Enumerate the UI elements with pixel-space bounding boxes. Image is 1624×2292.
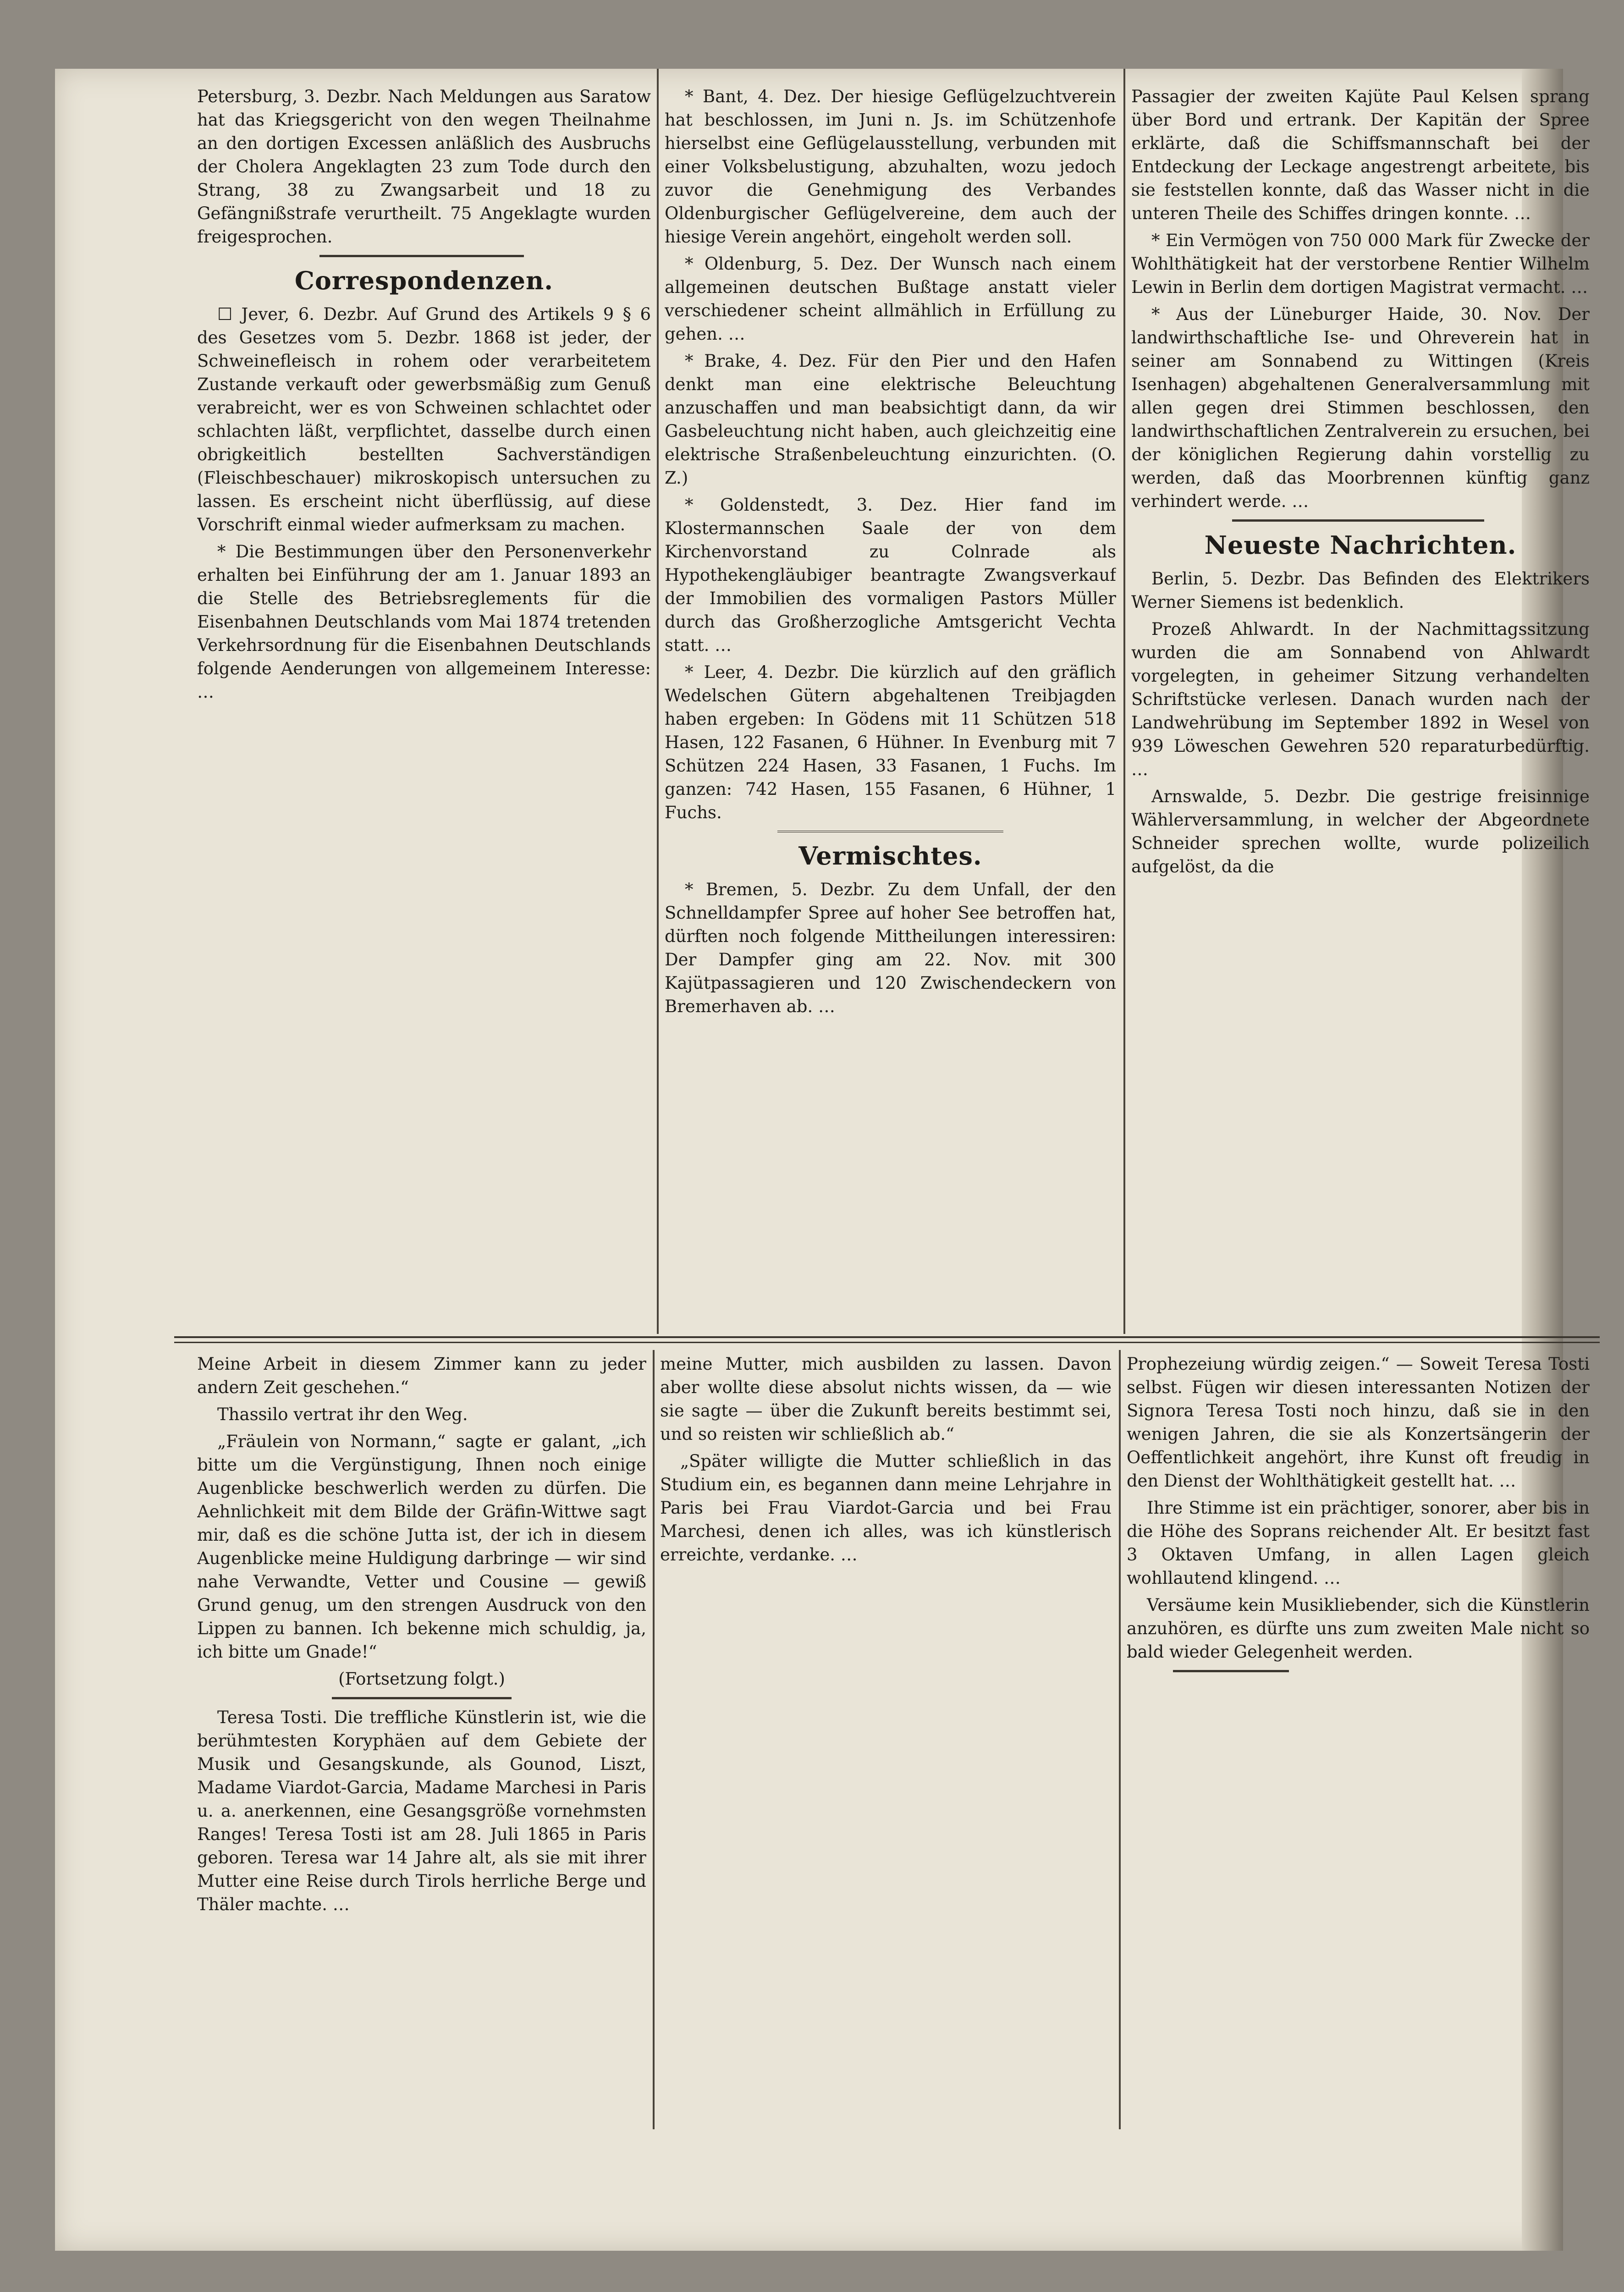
article-bremen: * Bremen, 5. Dezbr. Zu dem Unfall, der den Schnelldampfer Spree auf hoher See betroffen hat, dürften noch folgende Mittheilungen interessiren: Der Dampfer ging am 22. Nov. mit 300 Kajütpassagieren und 120 Zwischendeckern von Bremerhaven ab. … [665,880,1116,1016]
article-vermoegen: * Ein Vermögen von 750 000 Mark für Zwecke der Wohlthätigkeit hat der verstorbene Rentier Wilhelm Lewin in Berlin dem dortigen Magistrat vermacht. … [1131,231,1590,297]
divider [319,255,524,257]
article-berlin: Berlin, 5. Dezbr. Das Befinden des Elektrikers Werner Siemens ist bedenklich. [1131,569,1590,612]
column-divider [657,69,659,1334]
continuation-note: (Fortsetzung folgt.) [338,1669,505,1689]
article-arnswalde: Arnswalde, 5. Dezbr. Die gestrige freisinnige Wählerversammlung, in welcher der Abgeordnete Schneider sprechen wollte, wurde polizeilich aufgelöst, da die [1131,787,1590,876]
tosti-paragraph: „Später willigte die Mutter schließlich in das Studium ein, es begannen dann meine Lehrjahre in Paris bei Frau Viardot-Garcia und bei Frau Marchesi, denen ich alles, was ich künstlerisch erreichte, verdanke. … [660,1451,1112,1565]
feuilleton-column-1 [197,1352,646,2132]
section-heading-neueste-nachrichten: Neueste Nachrichten. [1204,530,1517,560]
top-column-3 [1131,85,1590,1322]
section-heading-correspondenzen: Correspondenzen. [294,266,554,295]
article-ahlwardt: Prozeß Ahlwardt. In der Nachmittagssitzung wurden die am Sonnabend von Ahlwardt vorgelegten, in geheimer Sitzung verhandelten Schriftstücke verlesen. Danach wurden nach der Landwehrübung im September 1892 in Wesel von 939 Löweschen Gewehren 520 reparaturbedürftig. … [1131,619,1590,779]
divider [777,831,1003,832]
top-column-1 [197,85,651,1322]
article-jever: ☐ Jever, 6. Dezbr. Auf Grund des Artikels 9 § 6 des Gesetzes vom 5. Dezbr. 1868 ist jeder, der Schweinefleisch in rohem oder verarbeitetem Zustande verkauft oder gewerbsmäßig zum Genuß verabreicht, wer es von Schweinen schlachtet oder schlachten läßt, verpflichtet, dasselbe durch einen obrigkeitlich bestellten Sachverständigen (Fleischbeschauer) mikroskopisch untersuchen zu lassen. Es erscheint nicht überflüssig, auf diese Vorschrift einmal wieder aufmerksam zu machen. [197,304,651,534]
feuilleton-separator [174,1336,1600,1343]
divider [1232,519,1484,522]
article-bestimmungen: * Die Bestimmungen über den Personenverkehr erhalten bei Einführung der am 1. Januar 1893 an die Stelle des Betriebsreglements für die Eisenbahnen Deutschlands vom Mai 1874 tretenden Verkehrsordnung für die Eisenbahnen Deutschlands folgende Aenderungen von allgemeinem Interesse: … [197,542,651,702]
story-paragraph: Thassilo vertrat ihr den Weg. [217,1405,468,1424]
article-leer: * Leer, 4. Dezbr. Die kürzlich auf den gräflich Wedelschen Gütern abgehaltenen Treibjagden haben ergeben: In Gödens mit 11 Schützen 518 Hasen, 122 Fasanen, 6 Hühner. In Evenburg mit 7 Schützen 224 Hasen, 33 Fasanen, 1 Fuchs. Im ganzen: 742 Hasen, 155 Fasanen, 6 Hühner, 1 Fuchs. [665,662,1116,822]
article-oldenburg: * Oldenburg, 5. Dez. Der Wunsch nach einem allgemeinen deutschen Bußtage anstatt vieler verschiedener scheint allmählich in Erfüllung zu gehen. … [665,254,1116,344]
article-petersburg: Petersburg, 3. Dezbr. Nach Meldungen aus Saratow hat das Kriegsgericht von den wegen Theilnahme an den dortigen Excessen anläßlich des Ausbruchs der Cholera Angeklagten 23 zum Tode durch den Strang, 38 zu Zwangsarbeit und 18 zu Gefängnißstrafe verurtheilt. 75 Angeklagte wurden freigesprochen. [197,87,651,247]
section-heading-vermischtes: Vermischtes. [798,841,982,871]
article-lueneburger-haide: * Aus der Lüneburger Haide, 30. Nov. Der landwirthschaftliche Ise- und Ohreverein hat in seiner am Sonnabend zu Wittingen (Kreis Isenhagen) abgehaltenen Generalversammlung mit allen gegen drei Stimmen beschlossen, den landwirthschaftlichen Zentralverein zu ersuchen, bei der königlichen Regierung dahin vorstellig zu werden, daß das Moorbrennen künftig ganz verhindert werde. … [1131,304,1590,511]
column-divider [1119,1350,1121,2129]
column-divider [1123,69,1125,1334]
story-paragraph: Meine Arbeit in diesem Zimmer kann zu jeder andern Zeit geschehen.“ [197,1354,646,1397]
article-teresa-tosti: Teresa Tosti. Die treffliche Künstlerin ist, wie die berühmtesten Koryphäen auf dem Gebiete der Musik und Gesangskunde, als Gounod, Liszt, Madame Viardot-Garcia, Madame Marchesi in Paris u. a. anerkennen, eine Gesangsgröße vornehmsten Ranges! Teresa Tosti ist am 28. Juli 1865 in Paris geboren. Teresa war 14 Jahre alt, als sie mit ihrer Mutter eine Reise durch Tirols herrliche Berge und Thäler machte. … [197,1708,646,1914]
tosti-paragraph: Ihre Stimme ist ein prächtiger, sonorer, aber bis in die Höhe des Soprans reichender Alt. Er besitzt fast 3 Oktaven Umfang, in allen Lagen gleich wohllautend klingend. … [1127,1498,1590,1588]
divider [1173,1670,1289,1672]
column-divider [653,1350,655,2129]
article-brake: * Brake, 4. Dez. Für den Pier und den Hafen denkt man eine elektrische Beleuchtung anzuschaffen und man beabsichtigt dann, da wir Gasbeleuchtung nicht haben, auch gleichzeitig eine elektrische Straßenbeleuchtung einzurichten. (O. Z.) [665,351,1116,488]
feuilleton-column-3 [1127,1352,1590,2132]
tosti-paragraph: Prophezeiung würdig zeigen.“ — Soweit Teresa Tosti selbst. Fügen wir diesen interessanten Notizen der Signora Teresa Tosti noch hinzu, daß sie in den wenigen Jahren, die sie als Konzertsängerin der Oeffentlichkeit angehört, ihre Kunst oft freudig in den Dienst der Wohlthätigkeit gestellt hat. … [1127,1354,1590,1491]
article-spree-continued: Passagier der zweiten Kajüte Paul Kelsen sprang über Bord und ertrank. Der Kapitän der Spree erklärte, daß die Schiffsmannschaft bei der Entdeckung der Leckage angestrengt arbeitete, bis sie feststellen konnte, daß das Wasser nicht in die unteren Theile des Schiffes dringen konnte. … [1131,87,1590,223]
feuilleton-column-2 [660,1352,1112,2132]
article-goldenstedt: * Goldenstedt, 3. Dez. Hier fand im Klostermannschen Saale der von dem Kirchenvorstand zu Colnrade als Hypothekengläubiger beantragte Zwangsverkauf der Immobilien des vormaligen Pastors Müller durch das Großherzogliche Amtsgericht Vechta statt. … [665,495,1116,655]
article-bant: * Bant, 4. Dez. Der hiesige Geflügelzuchtverein hat beschlossen, im Juni n. Js. im Schützenhofe hierselbst eine Geflügelausstellung, verbunden mit einer Volksbelustigung, abzuhalten, wozu jedoch zuvor die Genehmigung des Verbandes Oldenburgischer Geflügelvereine, dem auch der hiesige Verein angehört, eingeholt werden soll. [665,87,1116,247]
divider [332,1697,512,1699]
tosti-paragraph: meine Mutter, mich ausbilden zu lassen. Davon aber wollte diese absolut nichts wissen, da — wie sie sagte — über die Zukunft bereits bestimmt sei, und so reisten wir schließlich ab.“ [660,1354,1112,1444]
tosti-paragraph: Versäume kein Musikliebender, sich die Künstlerin anzuhören, es dürfte uns zum zweiten Male nicht so bald wieder Gelegenheit werden. [1127,1595,1590,1662]
top-column-2 [665,85,1116,1322]
story-paragraph: „Fräulein von Normann,“ sagte er galant, „ich bitte um die Vergünstigung, Ihnen noch einige Augenblicke beschwerlich werden zu dürfen. Die Aehnlichkeit mit dem Bilde der Gräfin-Wittwe sagt mir, daß es die schöne Jutta ist, der ich in diesem Augenblicke meine Huldigung darbringe — wir sind nahe Verwandte, Vetter und Cousine — gewiß Grund genug, um den strengen Ausdruck von den Lippen zu bannen. Ich bekenne mich schuldig, ja, ich bitte um Gnade!“ [197,1432,646,1662]
